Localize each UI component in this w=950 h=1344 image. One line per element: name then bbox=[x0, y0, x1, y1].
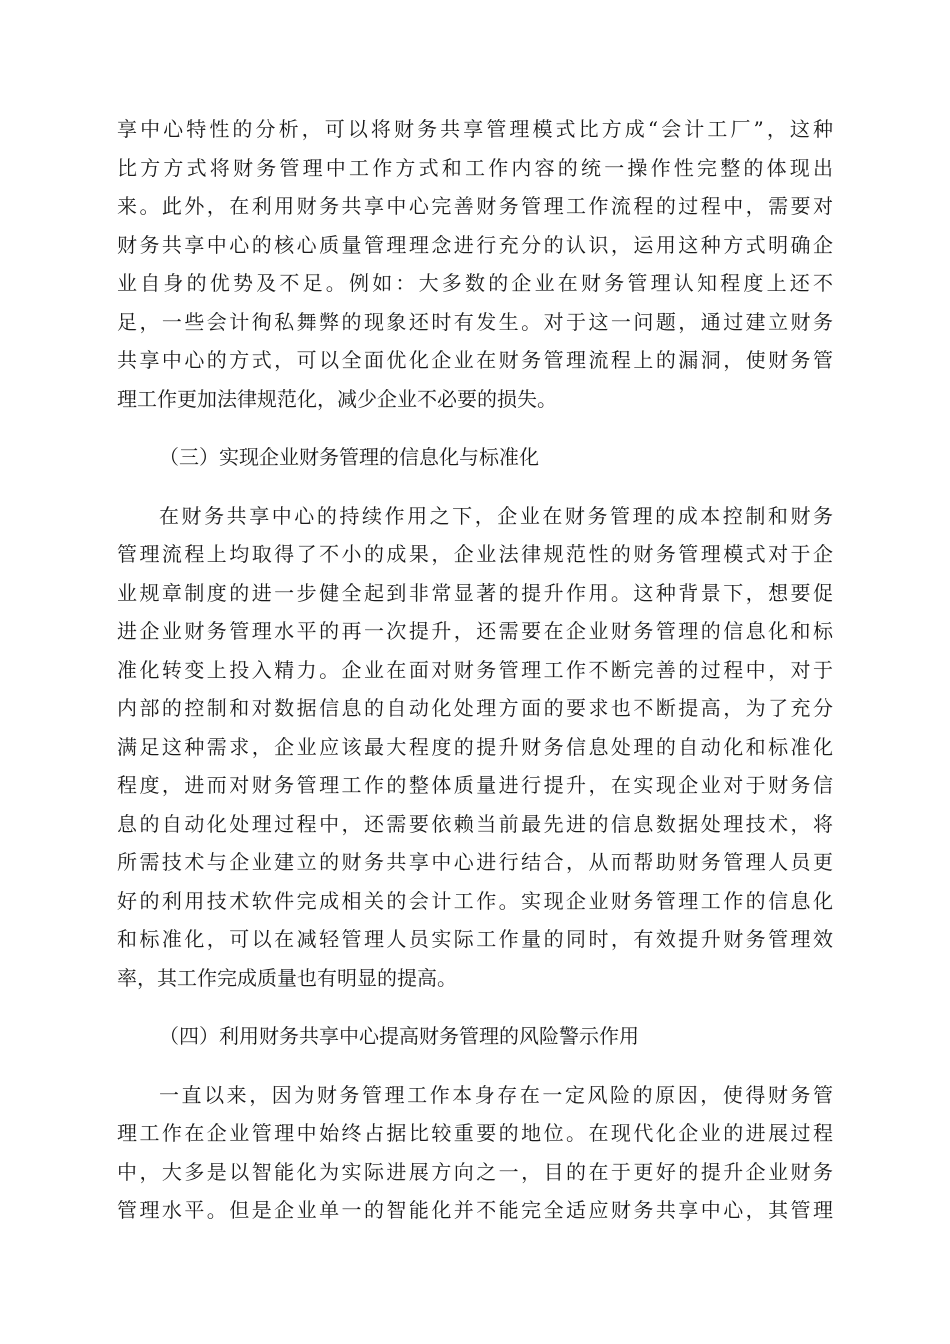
section-heading-3: （三）实现企业财务管理的信息化与标准化 bbox=[159, 445, 539, 469]
paragraph-1 bbox=[117, 110, 833, 418]
text-line: 准化转变上投入精力。企业在面对财务管理工作不断完善的过程中，对于 bbox=[117, 657, 833, 682]
text-line: 满足这种需求，企业应该最大程度的提升财务信息处理的自动化和标准化 bbox=[117, 734, 833, 759]
spacer bbox=[117, 997, 833, 1017]
text-line: 在财务共享中心的持续作用之下，企业在财务管理的成本控制和财务 bbox=[159, 503, 833, 528]
text-line: 比方方式将财务管理中工作方式和工作内容的统一操作性完整的体现出 bbox=[117, 155, 833, 180]
text-line: 内部的控制和对数据信息的自动化处理方面的要求也不断提高，为了充分 bbox=[117, 696, 833, 720]
text-line: 管理水平。但是企业单一的智能化并不能完全适应财务共享中心，其管理 bbox=[117, 1198, 833, 1222]
text-line: 管理流程上均取得了不小的成果，企业法律规范性的财务管理模式对于企 bbox=[117, 542, 833, 566]
text-line: 息的自动化处理过程中，还需要依赖当前最先进的信息数据处理技术，将 bbox=[117, 811, 833, 836]
text-line: 一直以来，因为财务管理工作本身存在一定风险的原因，使得财务管 bbox=[159, 1082, 833, 1107]
document-body bbox=[117, 110, 833, 1230]
text-line: 理工作在企业管理中始终占据比较重要的地位。在现代化企业的进展过程 bbox=[117, 1121, 833, 1145]
text-line: 理工作更加法律规范化，减少企业不必要的损失。 bbox=[117, 386, 557, 411]
section-heading-4: （四）利用财务共享中心提高财务管理的风险警示作用 bbox=[159, 1024, 639, 1048]
text-line: 足，一些会计徇私舞弊的现象还时有发生。对于这一问题，通过建立财务 bbox=[117, 309, 833, 334]
text-line: 程度，进而对财务管理工作的整体质量进行提升，在实现企业对于财务信 bbox=[117, 773, 833, 797]
paragraph-2 bbox=[117, 497, 833, 998]
text-line: 进企业财务管理水平的再一次提升，还需要在企业财务管理的信息化和标 bbox=[117, 619, 833, 643]
text-line: 业规章制度的进一步健全起到非常显著的提升作用。这种背景下，想要促 bbox=[117, 580, 833, 605]
text-line: 中，大多是以智能化为实际进展方向之一，目的在于更好的提升企业财务 bbox=[117, 1159, 833, 1184]
text-line: 率，其工作完成质量也有明显的提高。 bbox=[117, 965, 457, 990]
text-line: 共享中心的方式，可以全面优化企业在财务管理流程上的漏洞，使财务管 bbox=[117, 348, 833, 372]
spacer bbox=[117, 1056, 833, 1076]
text-line: 好的利用技术软件完成相关的会计工作。实现企业财务管理工作的信息化 bbox=[117, 888, 833, 913]
text-line: 享中心特性的分析，可以将财务共享管理模式比方成“会计工厂”，这种 bbox=[117, 117, 833, 141]
text-line: 来。此外，在利用财务共享中心完善财务管理工作流程的过程中，需要对 bbox=[117, 194, 833, 218]
paragraph-3 bbox=[117, 1076, 833, 1230]
text-line: 财务共享中心的核心质量管理理念进行充分的认识，运用这种方式明确企 bbox=[117, 232, 833, 257]
text-line: 所需技术与企业建立的财务共享中心进行结合，从而帮助财务管理人员更 bbox=[117, 850, 833, 874]
spacer bbox=[117, 477, 833, 497]
text-line: 业自身的优势及不足。例如：大多数的企业在财务管理认知程度上还不 bbox=[117, 271, 833, 295]
spacer bbox=[117, 418, 833, 438]
text-line: 和标准化，可以在减轻管理人员实际工作量的同时，有效提升财务管理效 bbox=[117, 927, 833, 951]
